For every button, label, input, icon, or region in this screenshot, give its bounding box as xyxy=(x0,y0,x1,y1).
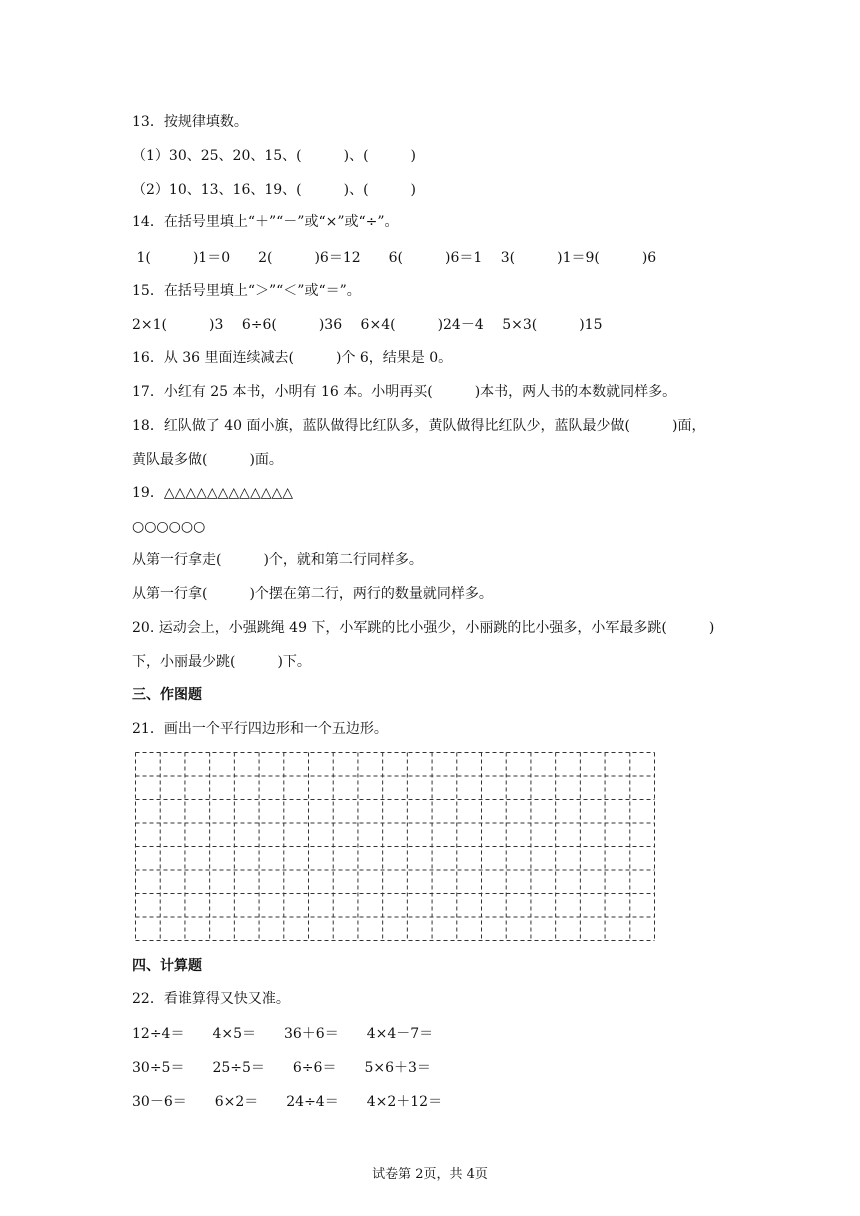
q19-line-4: 从第一行拿( )个摆在第二行，两行的数量就同样多。 xyxy=(132,586,493,602)
q22-title: 22．看谁算得又快又准。 xyxy=(132,991,290,1007)
q15-line-1: 2×1( )3 6÷6( )36 6×4( )24－4 5×3( )15 xyxy=(132,317,603,333)
q14-line-1: 1( )1＝0 2( )6＝12 6( )6＝1 3( )1＝9( )6 xyxy=(132,250,657,266)
q17-text: 17．小红有 25 本书，小明有 16 本。小明再买( )本书，两人书的本数就同样多。 xyxy=(132,384,677,400)
q22-row-3: 30－6＝ 6×2＝ 24÷4＝ 4×2＋12＝ xyxy=(132,1094,443,1110)
q13-line-1: （1）30、25、20、15、( )、( ) xyxy=(132,148,417,164)
q22-row-2: 30÷5＝ 25÷5＝ 6÷6＝ 5×6＋3＝ xyxy=(132,1060,431,1076)
q13-line-2: （2）10、13、16、19、( )、( ) xyxy=(132,182,417,198)
q19-line-3: 从第一行拿走( )个，就和第二行同样多。 xyxy=(132,552,423,568)
q13-title: 13．按规律填数。 xyxy=(132,114,248,130)
q21-title: 21．画出一个平行四边形和一个五边形。 xyxy=(132,721,388,737)
q14-title: 14．在括号里填上“＋”“－”或“×”或“÷”。 xyxy=(132,214,399,230)
page-footer: 试卷第 2页，共 4页 xyxy=(372,1167,488,1182)
q16-text: 16．从 36 里面连续减去( )个 6，结果是 0。 xyxy=(132,350,453,366)
drawing-grid[interactable] xyxy=(135,752,655,946)
dashed-grid[interactable] xyxy=(135,752,655,942)
q20-line-2: 下，小丽最少跳( )下。 xyxy=(132,654,311,670)
q22-row-1: 12÷4＝ 4×5＝ 36＋6＝ 4×4－7＝ xyxy=(132,1026,434,1042)
q19-triangles: 19．△△△△△△△△△△△△ xyxy=(132,485,294,501)
q19-circles: ○○○○○○ xyxy=(132,519,206,535)
q15-title: 15．在括号里填上“＞”“＜”或“＝”。 xyxy=(132,283,361,299)
q18-line-2: 黄队最多做( )面。 xyxy=(132,452,283,468)
section-3-heading: 三、作图题 xyxy=(132,687,202,703)
q18-line-1: 18．红队做了 40 面小旗，蓝队做得比红队多，黄队做得比红队少，蓝队最少做( )面， xyxy=(132,418,706,434)
q20-line-1: 20. 运动会上，小强跳绳 49 下，小军跳的比小强少，小丽跳的比小强多，小军最多跳( ) xyxy=(132,620,715,636)
section-4-heading: 四、计算题 xyxy=(132,958,202,974)
